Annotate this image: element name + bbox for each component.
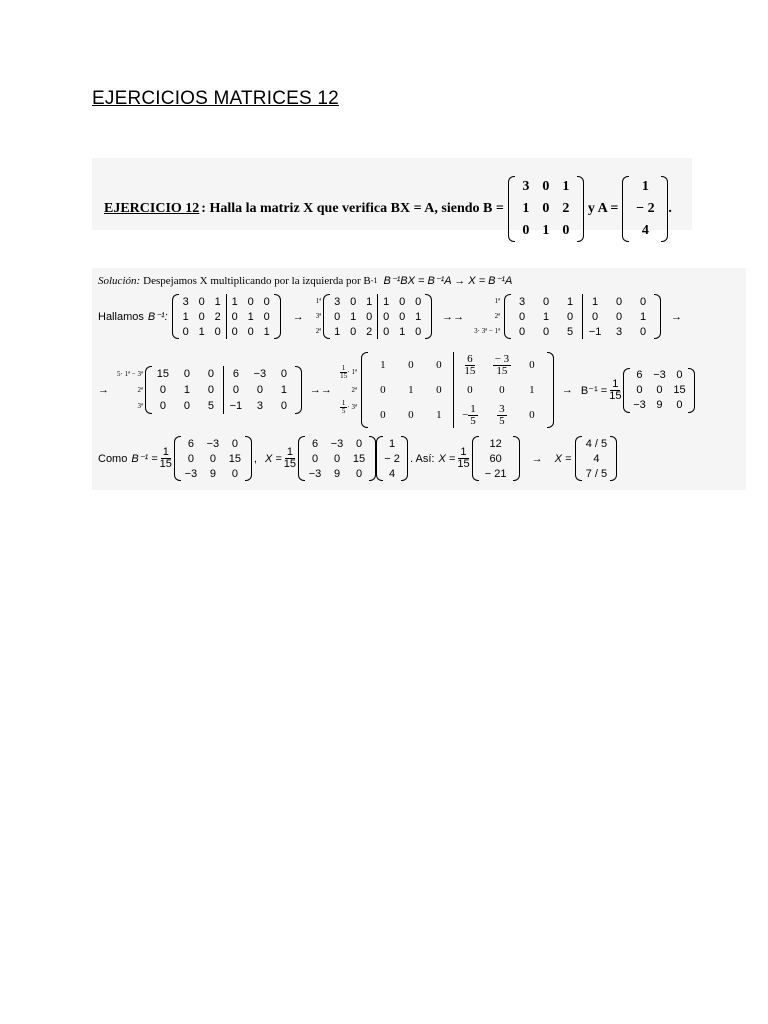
exercise-statement: EJERCICIO 12 : Halla la matriz X que verifica BX = A, siendo B = 3 0 1 1 0 2 0 1 0 y A = 1 − 2 4 . bbox=[92, 158, 692, 230]
page-title: EJERCICIOS MATRICES 12 bbox=[92, 88, 339, 109]
row-ops-4: $\frac{1}{15}$ · 1ª 2ª $\frac{1}{5}$ · 3ª bbox=[340, 364, 357, 415]
hallamos-label: Hallamos bbox=[98, 310, 144, 323]
exercise-label: EJERCICIO 12 bbox=[104, 201, 200, 216]
matrix-a: 1 − 2 4 bbox=[622, 176, 668, 242]
solution-text: Despejamos X multiplicando por la izquierda por B bbox=[143, 274, 371, 287]
augmented-matrix-4: 15 0 0 6 −3 0 0 1 0 0 0 1 0 0 5 −1 3 0 bbox=[145, 366, 302, 414]
como-label: Como bbox=[98, 452, 128, 465]
exercise-text: : Halla la matriz X que verifica BX = A, siendo B = bbox=[201, 201, 504, 216]
inverse-matrix-3: 6 −3 0 0 0 15 −3 9 0 bbox=[298, 436, 376, 481]
vector-a: 1 − 2 4 bbox=[376, 436, 408, 481]
row-ops-3: 5· 1ª − 3ª 2ª 3ª bbox=[117, 370, 143, 410]
augmented-matrix-1: 3 0 1 1 0 0 1 0 2 0 1 0 0 1 0 0 0 1 bbox=[172, 294, 281, 339]
augmented-matrix-5: 1 0 0 $\frac{6}{15}$ $\frac{- 3}{15}$ 0 0 1 0 0 0 1 0 0 1 − $\frac{1}{5}$ $\frac{3}{5}$ 0 bbox=[361, 352, 554, 428]
row-ops-1: 1ª 3ª 2ª bbox=[315, 297, 322, 335]
inverse-matrix: 6 −3 0 0 0 15 −3 9 0 bbox=[623, 368, 695, 413]
solution-block: Solución: Despejamos X multiplicando por la izquierda por B -1 B⁻¹BX = B⁻¹A → X = B⁻¹A Hallamos B⁻¹: 3 0 1 1 0 0 1 0 2 0 1 0 0 1 0 0 0 1 → 1ª 3ª 2ª 3 0 1 1 0 0 0 1 0 0 0 1 1 0 2 0 1 0 →→ 1ª 2ª 3· 3ª − 1ª 3 0 1 1 0 0 0 1 0 0 0 1 0 0 5 −1 3 0 → → 5· 1ª − 3ª 2ª 3ª 15 0 0 6 −3 0 0 1 0 0 0 1 0 0 5 −1 3 0 →→ $\frac{1}{15}$ · 1ª 2ª $\frac{1}{5}$ · 3ª 1 0 0 $\frac{6}{15}$ $\frac{- 3}{15}$ 0 0 1 0 0 0 1 0 0 1 − $\frac{1}{5}$ $\frac{3}{5}$ 0 → B⁻¹ = $\frac{1}{15}$ 6 −3 0 0 0 15 −3 9 0 Como B⁻¹ = $\frac{1}{15}$ 6 −3 0 0 0 15 −3 9 0 , X = $\frac{1}{15}$ 6 −3 0 0 0 15 −3 9 0 1 − 2 4 . Así: X = $\frac{1}{15}$ 12 60 − 21 → X = 4 / 5 4 7 / 5 bbox=[92, 268, 746, 490]
result-vector: 12 60 − 21 bbox=[472, 436, 520, 481]
solution-label: Solución: bbox=[98, 274, 141, 287]
inverse-matrix-2: 6 −3 0 0 0 15 −3 9 0 bbox=[174, 436, 252, 481]
augmented-matrix-2: 3 0 1 1 0 0 0 1 0 0 0 1 1 0 2 0 1 0 bbox=[323, 294, 432, 339]
final-vector: 4 / 5 4 7 / 5 bbox=[575, 436, 617, 481]
augmented-matrix-3: 3 0 1 1 0 0 0 1 0 0 0 1 0 0 5 −1 3 0 bbox=[504, 294, 661, 339]
solution-equation: B⁻¹BX = B⁻¹A → X = B⁻¹A bbox=[383, 275, 513, 287]
row-ops-2: 1ª 2ª 3· 3ª − 1ª bbox=[474, 297, 501, 335]
and-a-label: y A = bbox=[587, 201, 619, 216]
matrix-b: 3 0 1 1 0 2 0 1 0 bbox=[508, 176, 584, 242]
